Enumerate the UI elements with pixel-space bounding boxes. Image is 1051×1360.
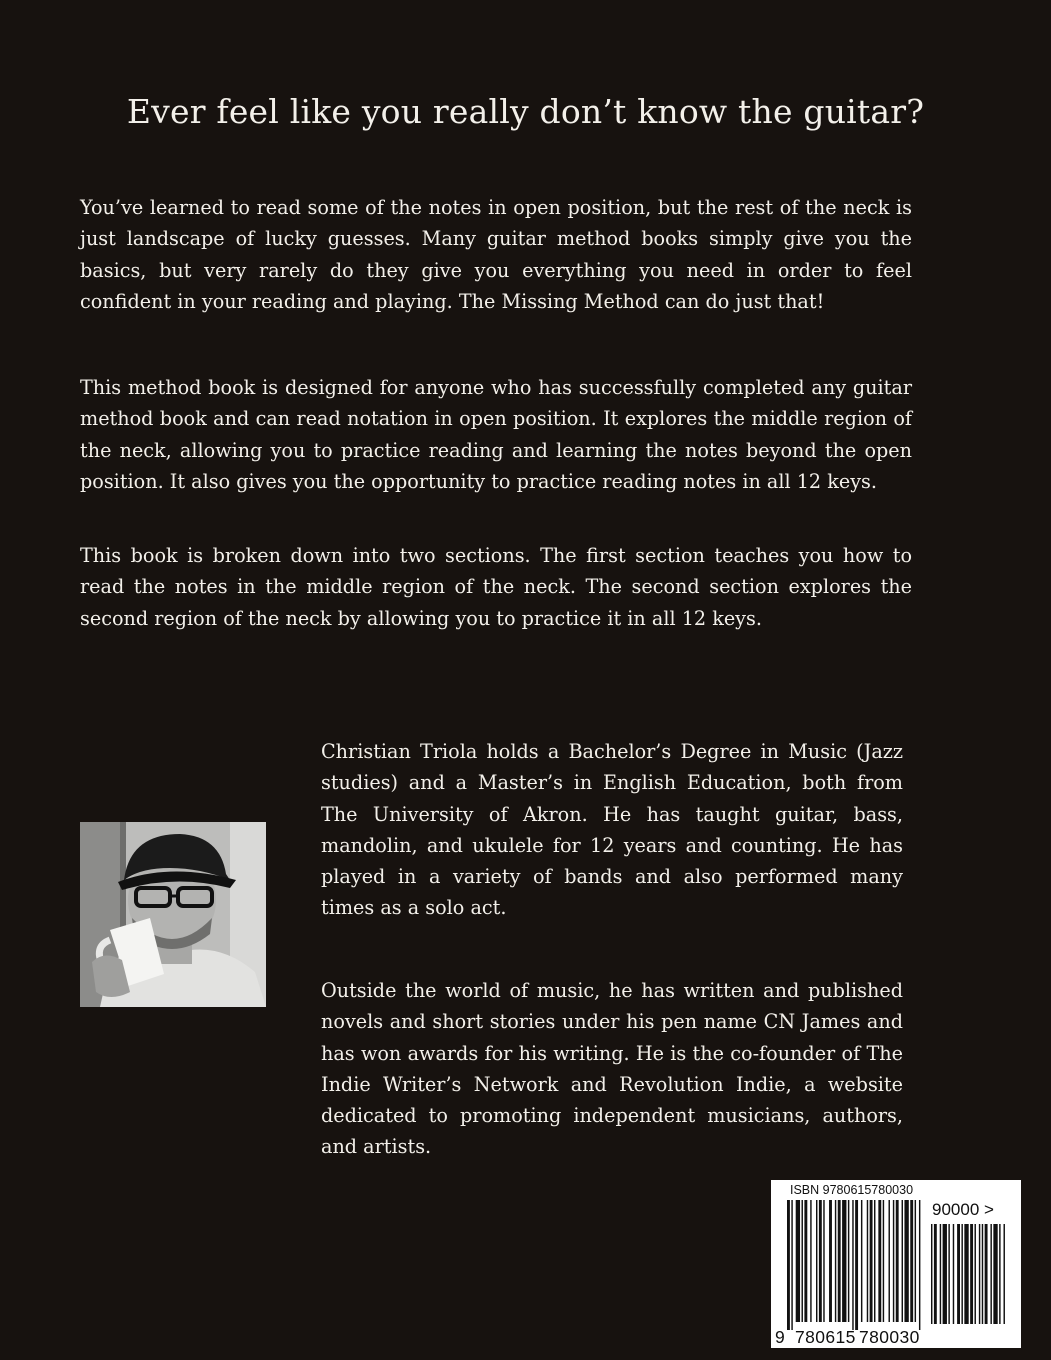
barcode-addon-bar: [931, 1224, 932, 1324]
barcode-bar: [816, 1200, 817, 1322]
barcode-bar: [802, 1200, 803, 1322]
barcode-addon-bar: [1004, 1224, 1005, 1324]
barcode-bar: [829, 1200, 832, 1322]
audience-paragraph: This method book is designed for anyone who has successfully completed any guitar method book and can read notation in open position. It explores the middle region of the neck, allowing you to practice reading and learning the notes beyond the open position. It also gives you the opportunity to practice reading notes in all 12 keys.: [80, 376, 912, 493]
barcode-bar: [855, 1200, 858, 1330]
barcode-addon-bar: [961, 1224, 962, 1324]
barcode-addon-bar: [940, 1224, 941, 1324]
barcode-bar: [819, 1200, 822, 1322]
barcode-addon-bar: [934, 1224, 937, 1324]
barcode-bar: [896, 1200, 899, 1322]
barcode-addon-bar: [999, 1224, 1000, 1324]
barcode-addon-bar: [964, 1224, 968, 1324]
barcode-bar: [910, 1200, 913, 1322]
barcode-bar: [804, 1200, 807, 1322]
isbn-barcode: [771, 1180, 1021, 1348]
author-bio-music: Christian Triola holds a Bachelor’s Degree in Music (Jazz studies) and a Master’s in English Education, both from The University of Akron. He has taught guitar, bass, mandolin, and ukulele for 12 years and counting. He has played in a variety of bands and also performed many times as a solo act.: [321, 740, 903, 920]
barcode-bar: [838, 1200, 841, 1322]
barcode-bar: [842, 1200, 846, 1322]
barcode-left-digits: 780615: [795, 1327, 856, 1347]
intro-paragraph: You’ve learned to read some of the notes in open position, but the rest of the neck is just landscape of lucky guesses. Many guitar method books simply give you the basics, but very rarely do they give you everything you need in order to feel confident in your reading and playing. The Missing Method can do just that!: [80, 196, 912, 313]
barcode-bar: [904, 1200, 908, 1322]
barcode-addon-bar: [948, 1224, 949, 1324]
barcode-addon-bar: [979, 1224, 980, 1324]
barcode-addon-bar: [975, 1224, 976, 1324]
barcode-addon-bar: [970, 1224, 973, 1324]
barcode-bar: [893, 1200, 894, 1322]
back-cover-headline: Ever feel like you really don’t know the guitar?: [126, 92, 925, 131]
barcode-bar: [796, 1200, 800, 1322]
author-photo: [80, 822, 266, 1007]
barcode-bar: [870, 1200, 873, 1322]
barcode-right-digits: 780030: [859, 1327, 920, 1347]
barcode-bar: [852, 1200, 853, 1330]
barcode-bar: [791, 1200, 792, 1330]
barcode-addon-bar: [943, 1224, 947, 1324]
barcode-addon-bar: [993, 1224, 997, 1324]
isbn-label: ISBN 9780615780030: [790, 1183, 914, 1197]
barcode-addon-bar: [982, 1224, 983, 1324]
barcode-lead-digit: 9: [775, 1327, 786, 1347]
structure-paragraph: This book is broken down into two sections. The first section teaches you how to read the notes in the middle region of the neck. The second section explores the second region of the neck by allowing you to practice it in all 12 keys.: [80, 544, 912, 630]
barcode-bar: [878, 1200, 881, 1322]
author-bio-writing: Outside the world of music, he has written and published novels and short stories under his pen name CN James and has won awards for his writing. He is the co-founder of The Indie Writer’s Network and Revolution Indie, a website dedicated to promoting independent musicians, authors, and artists.: [321, 979, 903, 1159]
barcode-bars: [771, 1180, 1021, 1348]
barcode-bar: [835, 1200, 836, 1322]
barcode-bar: [919, 1200, 920, 1330]
barcode-addon-bar: [953, 1224, 954, 1324]
barcode-addon-bar: [990, 1224, 991, 1324]
price-code: 90000 >: [932, 1200, 994, 1219]
barcode-bar: [883, 1200, 884, 1322]
barcode-addon-bar: [985, 1224, 988, 1324]
barcode-bar: [874, 1200, 875, 1322]
barcode-bar: [823, 1200, 824, 1322]
barcode-bar: [889, 1200, 890, 1322]
barcode-bar: [787, 1200, 790, 1330]
barcode-bar: [902, 1200, 903, 1322]
barcode-addon-bar: [957, 1224, 960, 1324]
barcode-bar: [810, 1200, 811, 1322]
barcode-bar: [861, 1200, 862, 1322]
barcode-bar: [848, 1200, 849, 1322]
barcode-bar: [915, 1200, 916, 1322]
barcode-bar: [867, 1200, 868, 1322]
